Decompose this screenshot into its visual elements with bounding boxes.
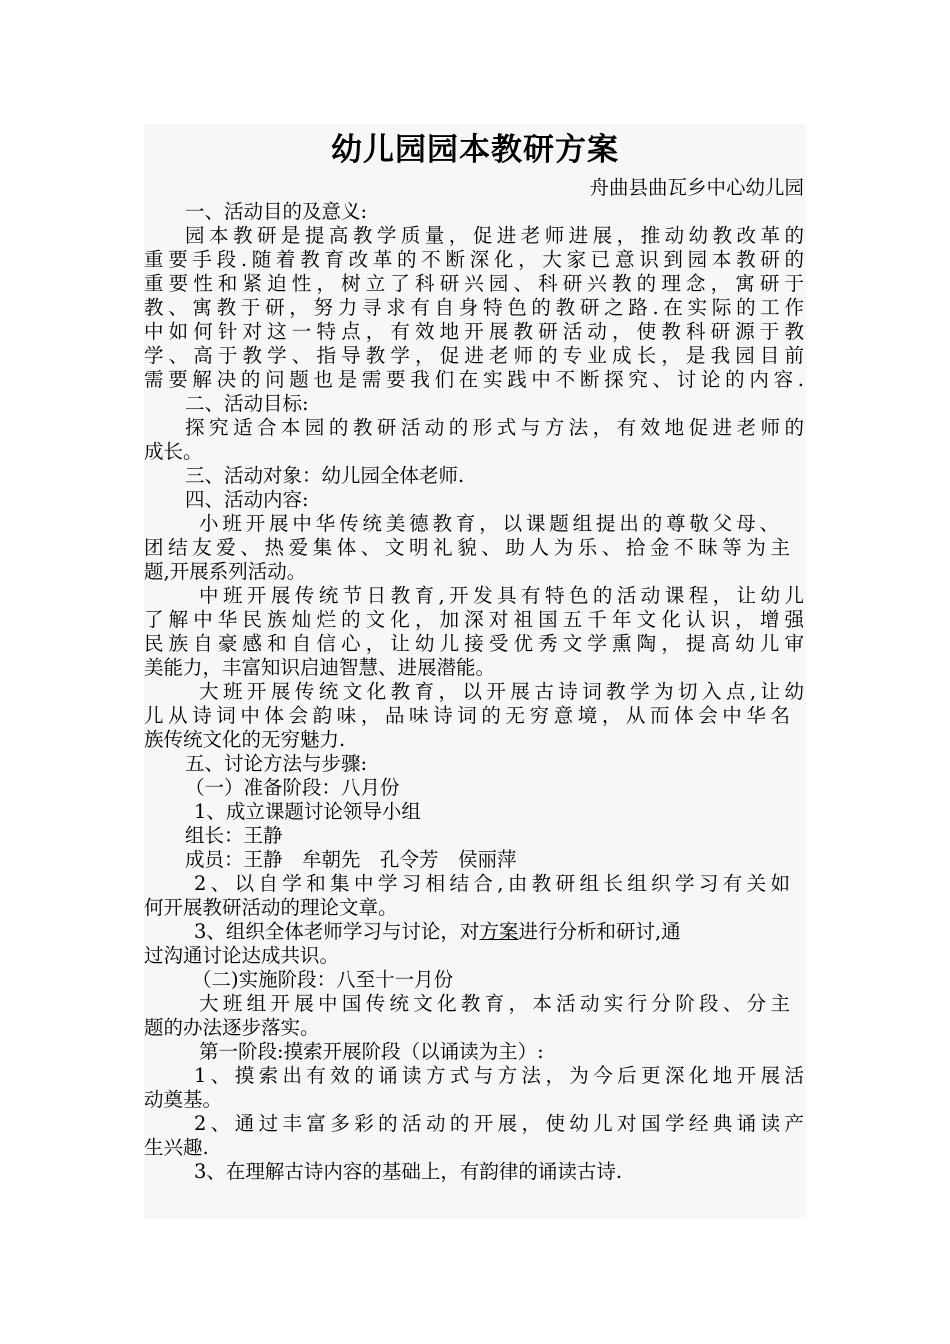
paragraph-line: 过沟通讨论达成共识。	[144, 944, 340, 967]
paragraph-line: 重要手段.随着教育改革的不断深化，大家已意识到园本教研的	[144, 248, 804, 271]
document-page	[144, 124, 806, 1219]
subsection-heading: （一）准备阶段：八月份	[185, 776, 400, 799]
stage-heading: 第一阶段:摸索开展阶段（以诵读为主）:	[199, 1040, 544, 1063]
paragraph-line: 大班组开展中国传统文化教育，本活动实行分阶段、分主	[199, 992, 790, 1015]
paragraph-line: 动奠基。	[144, 1088, 223, 1111]
section-heading-2: 二、活动目标:	[185, 392, 309, 415]
paragraph-line: 族传统文化的无穷魅力.	[144, 728, 346, 751]
section-heading-1: 一、活动目的及意义:	[185, 200, 368, 223]
document-author: 舟曲县曲瓦乡中心幼儿园	[589, 176, 804, 199]
paragraph-line: 成长。	[144, 440, 203, 463]
subsection-heading: （二)实施阶段：八至十一月份	[192, 968, 454, 991]
list-item: 成员：王静 牟朝先 孔令芳 侯丽萍	[185, 848, 517, 871]
paragraph-line: 题的办法逐步落实。	[144, 1016, 320, 1039]
document-title: 幼儿园园本教研方案	[331, 132, 619, 168]
paragraph-line: 园本教研是提高教学质量，促进老师进展，推动幼教改革的	[185, 224, 804, 247]
paragraph-line: 重要性和紧迫性，树立了科研兴园、科研兴教的理念，寓研于	[144, 272, 804, 295]
paragraph-text: 3、组织全体老师学习与讨论，对	[194, 920, 480, 943]
paragraph-line: 学、高于教学、指导教学，促进老师的专业成长，是我园目前	[144, 344, 804, 367]
paragraph-line: 中班开展传统节日教育,开发具有特色的活动课程，让幼儿	[199, 584, 804, 607]
paragraph-line: 儿从诗词中体会韵味，品味诗词的无穷意境，从而体会中华名	[144, 704, 790, 727]
paragraph-line: 民族自豪感和自信心，让幼儿接受优秀文学熏陶，提高幼儿审	[144, 632, 804, 655]
paragraph-line: 题,开展系列活动。	[144, 560, 307, 583]
paragraph-line: 了解中华民族灿烂的文化，加深对祖国五千年文化认识，增强	[144, 608, 804, 631]
paragraph-line: 需要解决的问题也是需要我们在实践中不断探究、讨论的内容.	[144, 368, 804, 391]
paragraph-line: 中如何针对这一特点，有效地开展教研活动，使教科研源于教	[144, 320, 804, 343]
section-heading-4: 四、活动内容:	[185, 488, 309, 511]
paragraph-text: 进行分析和研讨,通	[518, 920, 681, 943]
paragraph-line: 美能力，丰富知识启迪智慧、进展潜能。	[144, 656, 496, 679]
section-heading-5: 五、讨论方法与步骤:	[185, 752, 368, 775]
underlined-text: 方案	[479, 920, 519, 943]
paragraph-line: 探究适合本园的教研活动的形式与方法，有效地促进老师的	[185, 416, 804, 439]
paragraph-line: 团结友爱、热爱集体、文明礼貌、助人为乐、拾金不昧等为主	[144, 536, 790, 559]
paragraph-line: 3、在理解古诗内容的基础上，有韵律的诵读古诗.	[194, 1160, 623, 1183]
paragraph-line: 1、摸索出有效的诵读方式与方法，为今后更深化地开展活	[194, 1064, 804, 1087]
list-item: 组长：王静	[185, 824, 283, 847]
paragraph-line: 教、寓教于研，努力寻求有自身特色的教研之路.在实际的工作	[144, 296, 804, 319]
paragraph-line: 生兴趣.	[144, 1136, 209, 1159]
section-heading-3: 三、活动对象：幼儿园全体老师.	[185, 464, 465, 487]
paragraph-line: 何开展教研活动的理论文章。	[144, 896, 398, 919]
list-item: 1、成立课题讨论领导小组	[194, 800, 421, 823]
paragraph-line	[194, 920, 681, 944]
paragraph-line: 2、以自学和集中学习相结合,由教研组长组织学习有关如	[194, 872, 790, 895]
paragraph-line: 小班开展中华传统美德教育，以课题组提出的尊敬父母、	[199, 512, 779, 535]
paragraph-line: 大班开展传统文化教育，以开展古诗词教学为切入点,让幼	[199, 680, 804, 703]
paragraph-line: 2、通过丰富多彩的活动的开展，使幼儿对国学经典诵读产	[194, 1112, 804, 1135]
